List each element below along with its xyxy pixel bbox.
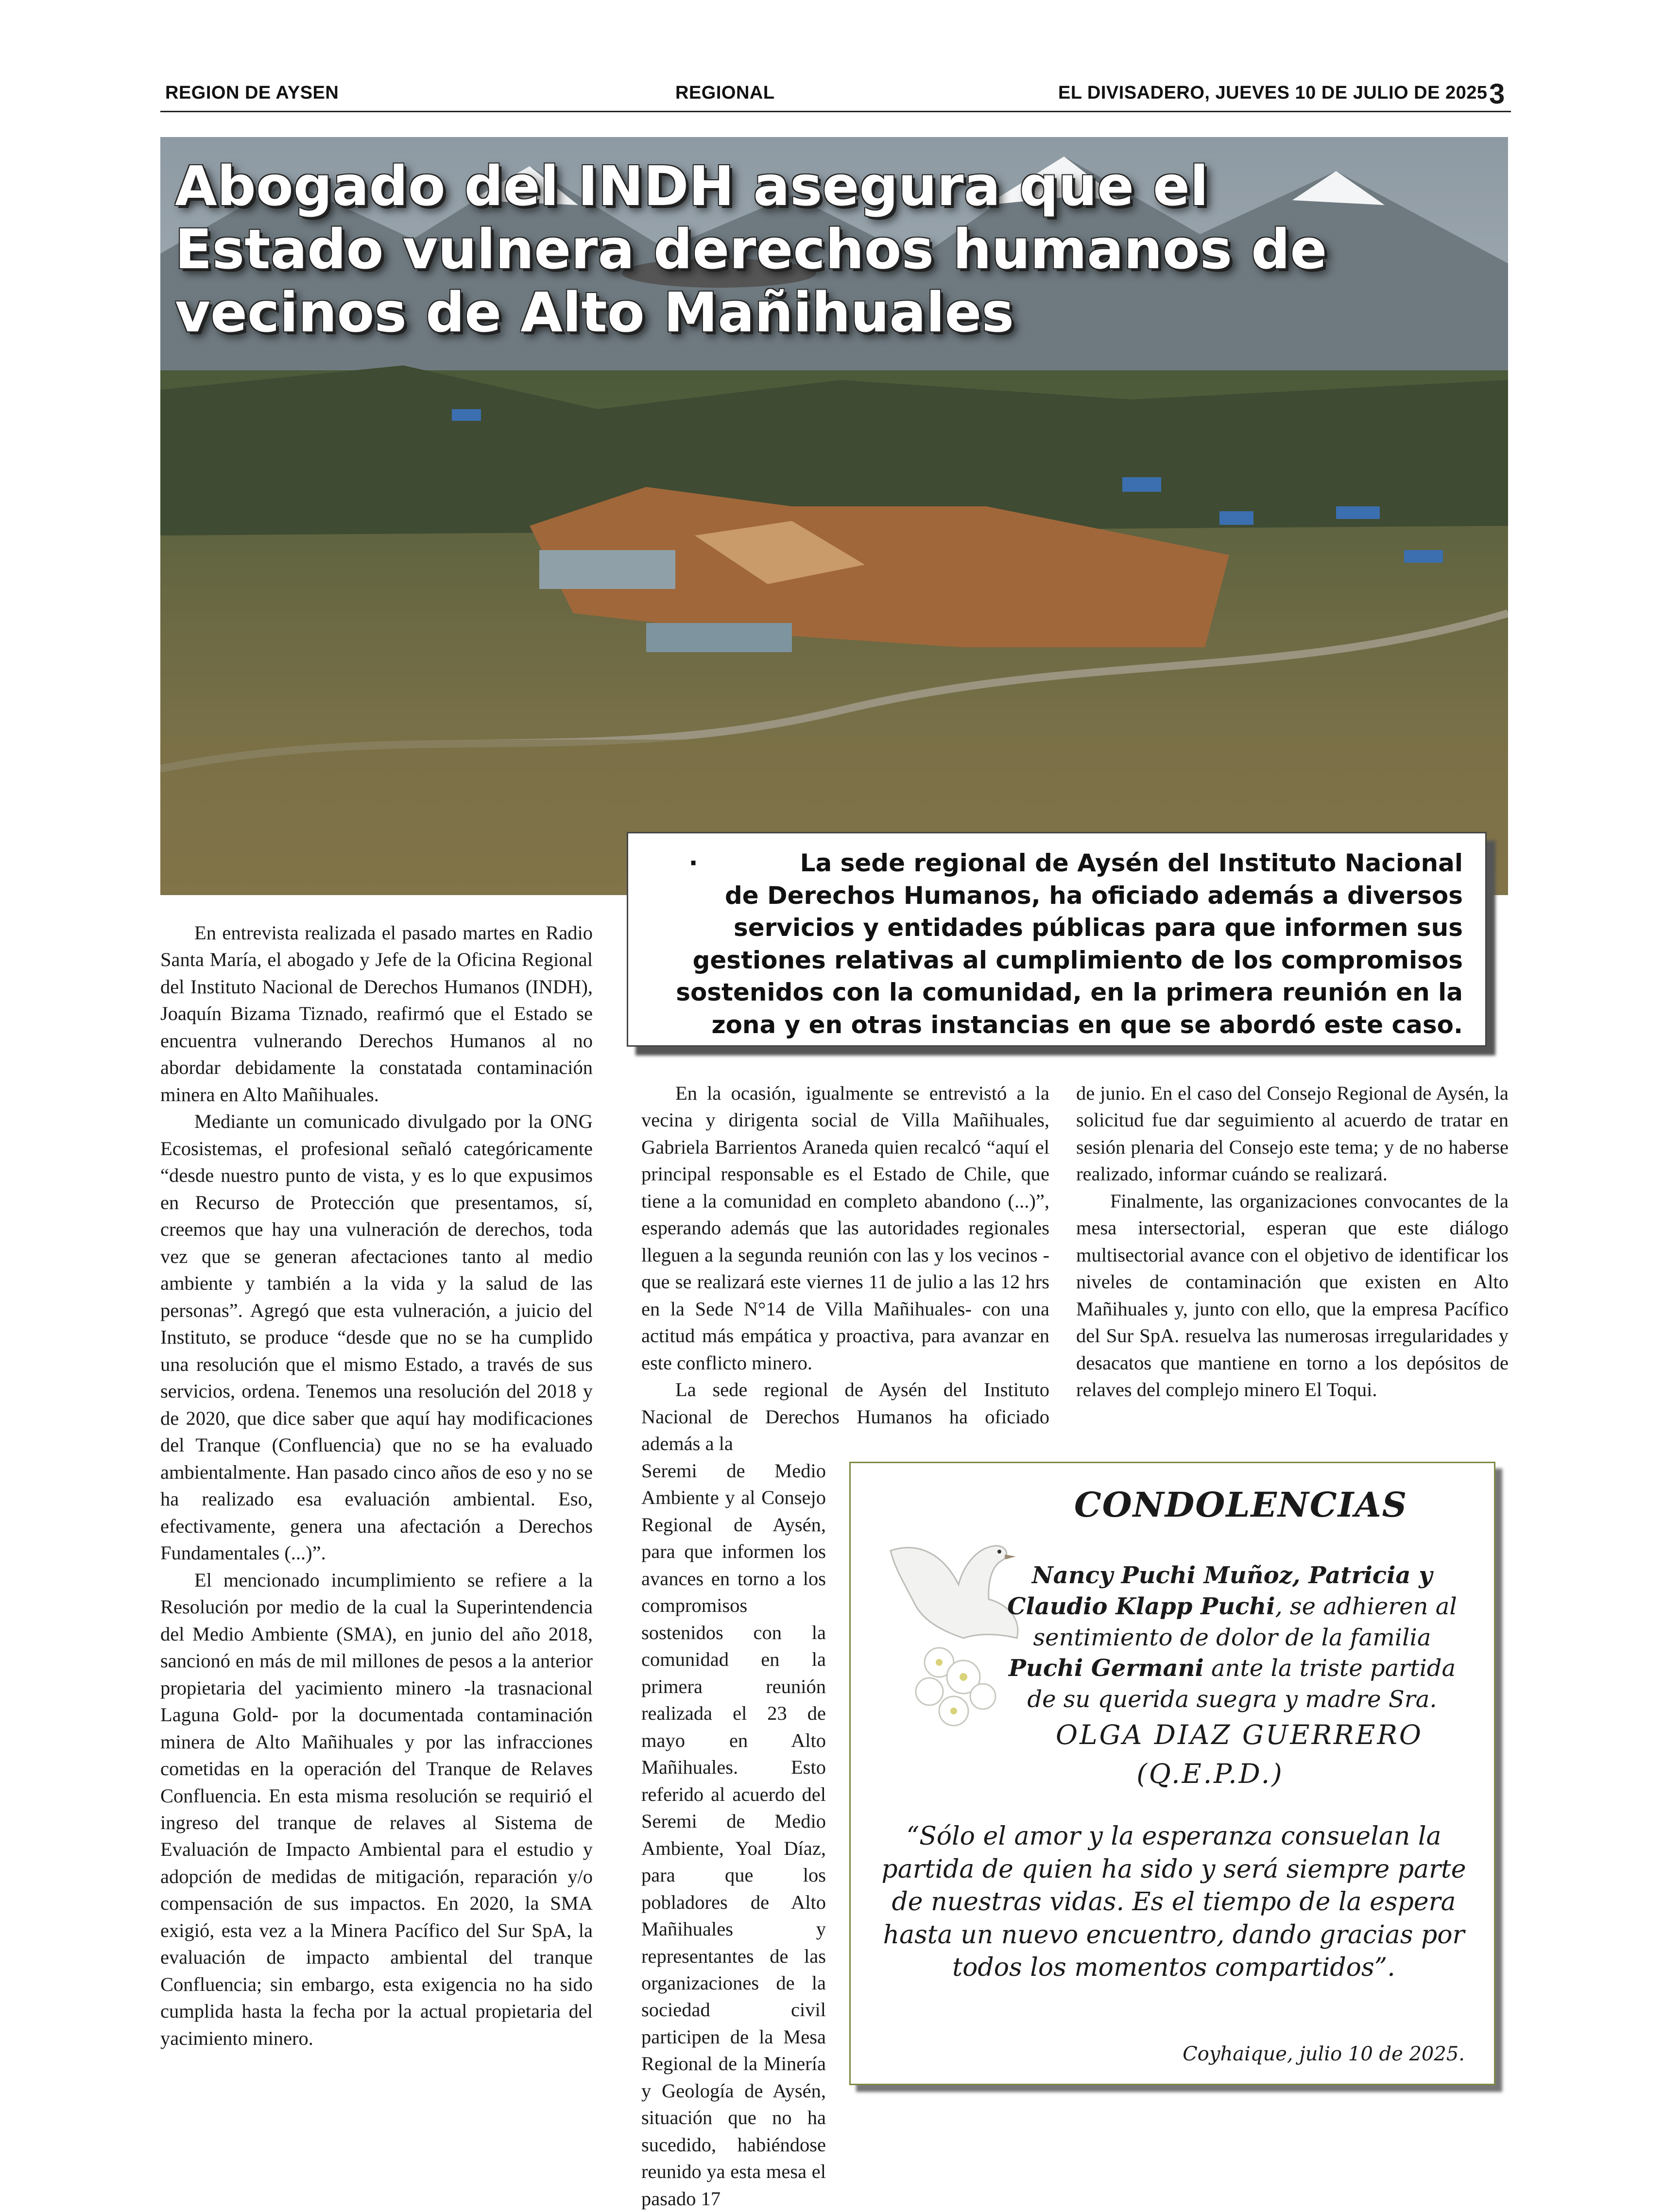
condolences-title: CONDOLENCIAS bbox=[1074, 1485, 1408, 1525]
place-date: Coyhaique, julio 10 de 2025. bbox=[1183, 2043, 1465, 2065]
family-name: Puchi Germani bbox=[1008, 1655, 1204, 1682]
article-column-3 bbox=[1076, 1080, 1509, 1403]
publication-date: EL DIVISADERO, JUEVES 10 DE JULIO DE 2025 bbox=[1058, 83, 1488, 103]
paragraph: En entrevista realizada el pasado martes en Radio Santa María, el abogado y Jefe de la Oficina Regional del Instituto Nacional de Derechos Humanos (INDH), Joaquín Bizama Tiznado, reafirmó que el Estado se encuentra vulnerando Derechos Humanos al no abordar debidamente la constatada contaminación minera en Alto Mañihuales. bbox=[160, 922, 593, 1106]
deceased-block bbox=[1021, 1716, 1458, 1794]
condolences-quote: “Sólo el amor y la esperanza consuelan la partida de quien ha sido y será siempre parte de nuestras vidas. Es el tiempo de la espera hasta un nuevo encuentro, dando gracias por todos los momentos compartidos”. bbox=[881, 1822, 1466, 1983]
paragraph-continuation: Seremi de Medio Ambiente y al Consejo Regional de Aysén, para que informen los avances en torno a los compromisos sostenidos con la comunidad en la primera reunión realizada el 23 de mayo en Alto Mañihuales. Esto referido al acuerdo del Seremi de Medio Ambiente, Yoal Díaz, para que los pobladores de Alto Mañihuales y representantes de las organizaciones de la sociedad civil participen de la Mesa Regional de la Minería y Geología de Aysén, situación que no ha sucedido, habiéndose reunido ya esta mesa el pasado 17 bbox=[641, 1459, 826, 2210]
article-headline: Abogado del INDH asegura que el Estado vulnera derechos humanos de vecinos de Alto Mañihuales bbox=[175, 155, 1327, 345]
message-text: ante la triste partida de su querida suegra y madre Sra. bbox=[1027, 1655, 1456, 1713]
message-text: , se adhieren al sentimiento de dolor de la familia bbox=[1033, 1592, 1457, 1651]
callout-bullet: · bbox=[688, 849, 698, 877]
mourners-names: Nancy Puchi Muñoz, Patricia y Claudio Klapp Puchi bbox=[1007, 1562, 1433, 1620]
paragraph: El mencionado incumplimiento se refiere a la Resolución por medio de la cual la Superintendencia del Medio Ambiente (SMA), en junio del año 2018, sancionó en más de mil millones de pesos a la anterior propietaria del yacimiento minero -la trasnacional Laguna Gold- por la documentada contaminación minera de Alto Mañihuales y por las infracciones cometidas en la operación del Tranque de Relaves Confluencia. En esta misma resolución se requirió el ingreso del tranque de relaves al Sistema de Evaluación de Impacto Ambiental para el estudio y adopción de medidas de mitigación, reparación y/o compensación de sus impactos. En 2020, la SMA exigió, esta vez a la Minera Pacífico del Sur SpA, la evaluación de impacto ambiental del tranque Confluencia; sin embargo, esta exigencia no ha sido cumplida hasta la fecha por la actual propietaria del yacimiento minero. bbox=[160, 1569, 593, 2049]
condolences-message bbox=[1001, 1560, 1463, 1715]
paragraph: Mediante un comunicado divulgado por la ONG Ecosistemas, el profesional señaló categóricamente “desde nuestro punto de vista, y es lo que expusimos en Recurso de Protección que presentamos, sí, creemos que hay una vulneración de derechos, toda vez que se generan afectaciones tanto al medio ambiente y también a la vida y la salud de las personas”. Agregó que esta vulneración, a juicio del Instituto, se produce “desde que no se ha cumplido una resolución que el mismo Estado, a través de sus servicios, ordena. Tenemos una resolución del 2018 y de 2020, que dice saber que aquí hay modificaciones del Tranque (Confluencia) que no se ha evaluado ambientalmente. Han pasado cinco años de eso y no se ha realizado esa evaluación ambiental. Eso, efectivamente, genera una afectación a Derechos Fundamentales (...)”. bbox=[160, 1110, 593, 1564]
page-number: 3 bbox=[1489, 78, 1505, 110]
article-callout bbox=[627, 832, 1487, 1047]
paragraph: Finalmente, las organizaciones convocantes de la mesa intersectorial, esperan que este diálogo multisectorial avance con el objetivo de identificar los niveles de contaminación que existen en Alto Mañihuales y, junto con ello, que la empresa Pacífico del Sur SpA. resuelva las numerosas irregularidades y desacatos que mantiene en torno a los depósitos de relaves del complejo minero El Toqui. bbox=[1076, 1190, 1509, 1401]
paragraph: La sede regional de Aysén del Instituto Nacional de Derechos Humanos ha oficiado además a la bbox=[641, 1379, 1049, 1455]
section-category: REGIONAL bbox=[675, 83, 775, 103]
header-divider bbox=[160, 111, 1511, 112]
callout-text: La sede regional de Aysén del Instituto Nacional de Derechos Humanos, ha oficiado además a diversos servicios y entidades públicas para que informen sus gestiones relativas al cumplimiento de los compromisos sostenidos con la comunidad, en la primera reunión en la zona y en otras instancias en que se abordó este caso. bbox=[676, 849, 1463, 1039]
article-column-1 bbox=[160, 919, 593, 2052]
section-label: REGION DE AYSEN bbox=[165, 83, 339, 103]
condolences-notice bbox=[849, 1462, 1495, 2085]
paragraph: En la ocasión, igualmente se entrevistó a la vecina y dirigenta social de Villa Mañihuales, Gabriela Barrientos Araneda quien recalcó “aquí el principal responsable es el Estado de Chile, que tiene a la comunidad en completo abandono (...)”, esperando además que las autoridades regionales lleguen a la segunda reunión con las y los vecinos -que se realizará este viernes 11 de julio a las 12 hrs en la Sede N°14 de Villa Mañihuales- con una actitud más empática y proactiva, para avanzar en este conflicto minero. bbox=[641, 1082, 1049, 1374]
rip-label: (Q.E.P.D.) bbox=[1136, 1758, 1284, 1789]
paragraph: de junio. En el caso del Consejo Regional de Aysén, la solicitud fue dar seguimiento al acuerdo de tratar en sesión plenaria del Consejo este tema; y de no haberse realizado, informar cuándo se realizará. bbox=[1076, 1082, 1509, 1185]
deceased-name: OLGA DIAZ GUERRERO bbox=[1056, 1719, 1423, 1750]
